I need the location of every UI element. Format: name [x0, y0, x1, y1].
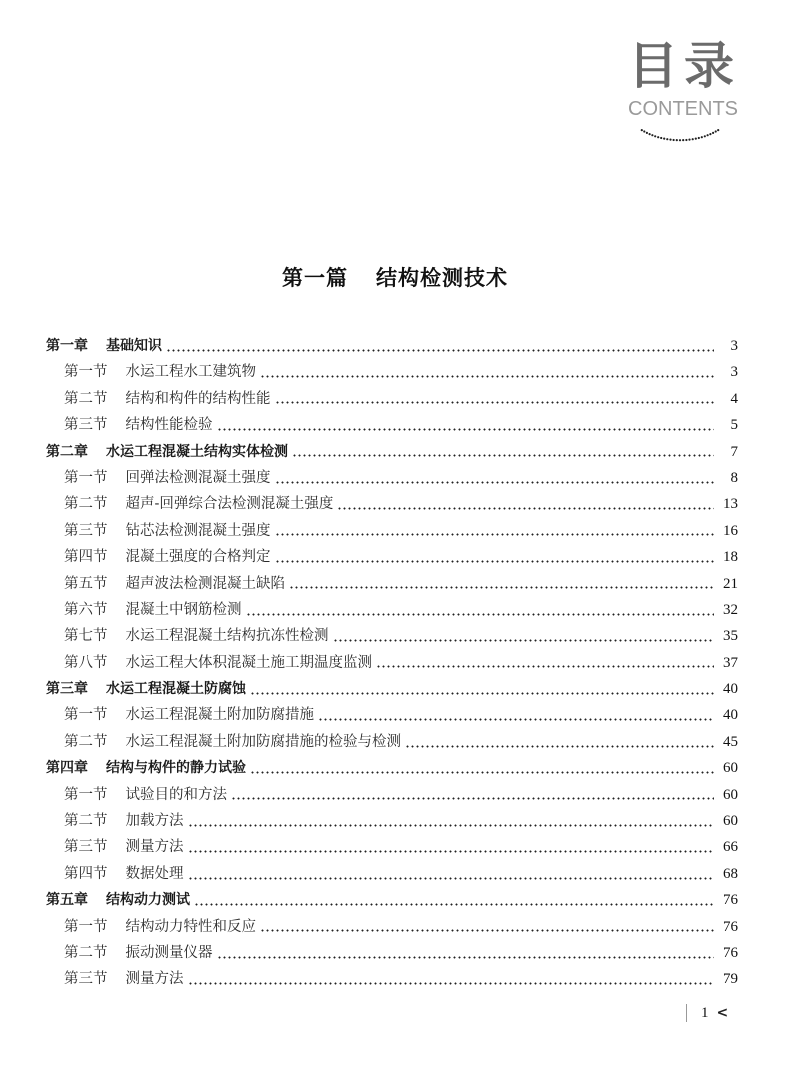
entry-title: 回弹法检测混凝土强度 — [125, 469, 271, 486]
entry-number: 第四节 — [64, 549, 108, 566]
entry-number: 第四节 — [64, 865, 108, 882]
entry-number: 第一节 — [64, 707, 108, 724]
entry-title: 数据处理 — [125, 865, 184, 882]
part-name: 结构检测技术 — [376, 265, 508, 290]
dot-leader — [194, 903, 714, 906]
entry-title: 加载方法 — [125, 813, 184, 830]
entry-page: 76 — [723, 918, 738, 935]
toc-entry[interactable] — [46, 861, 738, 887]
dot-leader — [275, 533, 715, 536]
entry-number: 第一节 — [64, 469, 108, 486]
entry-title: 水运工程混凝土附加防腐措施 — [125, 707, 314, 724]
entry-page: 60 — [723, 760, 738, 777]
contents-title-en: CONTENTS — [628, 98, 738, 120]
entry-page: 3 — [730, 338, 738, 354]
toc-entry[interactable] — [46, 914, 738, 940]
entry-number: 第二节 — [64, 390, 108, 407]
entry-page: 32 — [723, 601, 738, 618]
toc-entry[interactable] — [46, 412, 738, 438]
entry-page: 7 — [730, 443, 738, 460]
toc-entry[interactable] — [46, 571, 738, 597]
dot-leader — [275, 560, 715, 563]
entry-page: 18 — [723, 549, 738, 566]
entry-title: 振动测量仪器 — [125, 944, 213, 961]
entry-title: 测量方法 — [125, 971, 184, 988]
entry-title: 水运工程混凝土附加防腐措施的检验与检测 — [125, 733, 401, 750]
toc-entry[interactable] — [46, 782, 738, 808]
entry-number: 第一章 — [46, 338, 88, 354]
entry-number: 第五章 — [46, 892, 88, 909]
toc-entry[interactable] — [46, 676, 738, 702]
entry-page: 13 — [723, 496, 738, 513]
entry-number: 第二节 — [64, 733, 108, 750]
dot-leader — [217, 428, 715, 431]
dot-leader — [166, 349, 714, 352]
entry-title: 结构和构件的结构性能 — [125, 390, 271, 407]
toc-entry[interactable] — [46, 386, 738, 412]
dot-leader — [246, 613, 715, 616]
entry-number: 第三章 — [46, 681, 88, 698]
dot-leader — [275, 481, 715, 484]
toc-entry[interactable] — [46, 966, 738, 992]
entry-number: 第三节 — [64, 522, 108, 539]
entry-number: 第三节 — [64, 839, 108, 856]
dot-leader — [260, 375, 714, 378]
entry-page: 37 — [723, 654, 738, 671]
entry-page: 79 — [723, 971, 738, 988]
entry-number: 第三节 — [64, 417, 108, 434]
dot-leader — [188, 824, 715, 827]
entry-title: 超声-回弹综合法检测混凝土强度 — [125, 496, 334, 513]
contents-header — [600, 38, 760, 120]
toc-entry[interactable] — [46, 333, 738, 359]
entry-page: 8 — [730, 469, 738, 486]
dot-leader — [217, 956, 715, 959]
left-arrow-icon: < — [716, 1005, 729, 1021]
entry-page: 66 — [723, 839, 738, 856]
entry-number: 第一节 — [64, 918, 108, 935]
dot-leader — [376, 665, 714, 668]
page-number: 1 — [701, 1004, 709, 1021]
toc-entry[interactable] — [46, 755, 738, 781]
entry-title: 水运工程水工建筑物 — [125, 364, 256, 381]
entry-title: 水运工程混凝土结构抗冻性检测 — [125, 628, 329, 645]
entry-number: 第八节 — [64, 654, 108, 671]
dot-leader — [188, 982, 715, 985]
dot-leader — [250, 771, 714, 774]
entry-number: 第二节 — [64, 496, 108, 513]
toc-entry[interactable] — [46, 650, 738, 676]
toc-entry[interactable] — [46, 518, 738, 544]
entry-page: 60 — [723, 813, 738, 830]
dot-leader — [250, 692, 714, 695]
entry-number: 第三节 — [64, 971, 108, 988]
dot-leader — [289, 586, 714, 589]
entry-title: 结构动力特性和反应 — [125, 918, 256, 935]
dot-leader — [260, 929, 714, 932]
entry-page: 3 — [730, 364, 738, 381]
entry-title: 试验目的和方法 — [125, 786, 227, 803]
dot-leader — [188, 850, 715, 853]
entry-title: 水运工程大体积混凝土施工期温度监测 — [125, 654, 372, 671]
entry-title: 水运工程混凝土防腐蚀 — [106, 681, 246, 698]
dot-leader — [292, 454, 714, 457]
dot-leader — [231, 797, 714, 800]
part-number: 第一篇 — [282, 265, 348, 290]
entry-title: 测量方法 — [125, 839, 184, 856]
entry-title: 混凝土强度的合格判定 — [125, 549, 271, 566]
entry-page: 76 — [723, 892, 738, 909]
entry-page: 40 — [723, 681, 738, 698]
entry-title: 混凝土中钢筋检测 — [125, 601, 242, 618]
entry-page: 76 — [723, 944, 738, 961]
entry-number: 第五节 — [64, 575, 108, 592]
table-of-contents — [46, 333, 738, 993]
entry-page: 60 — [723, 786, 738, 803]
dot-leader — [275, 401, 715, 404]
entry-title: 超声波法检测混凝土缺陷 — [125, 575, 285, 592]
entry-number: 第二节 — [64, 813, 108, 830]
toc-entry[interactable] — [46, 834, 738, 860]
toc-entry[interactable] — [46, 465, 738, 491]
toc-entry[interactable] — [46, 359, 738, 385]
entry-title: 结构性能检验 — [125, 417, 213, 434]
entry-number: 第一节 — [64, 364, 108, 381]
entry-page: 40 — [723, 707, 738, 724]
entry-title: 基础知识 — [106, 338, 162, 354]
toc-entry[interactable] — [46, 729, 738, 755]
entry-title: 水运工程混凝土结构实体检测 — [106, 443, 288, 460]
dot-leader — [337, 507, 714, 510]
toc-entry[interactable] — [46, 491, 738, 517]
toc-entry[interactable] — [46, 439, 738, 465]
entry-page: 35 — [723, 628, 738, 645]
entry-title: 结构与构件的静力试验 — [106, 760, 246, 777]
toc-entry[interactable] — [46, 597, 738, 623]
toc-entry[interactable] — [46, 544, 738, 570]
entry-title: 钻芯法检测混凝土强度 — [125, 522, 271, 539]
footer-divider — [686, 1004, 687, 1022]
page-footer — [686, 1004, 728, 1022]
dot-leader — [188, 877, 715, 880]
dot-leader — [333, 639, 715, 642]
entry-page: 21 — [723, 575, 738, 592]
dotted-arc-icon — [618, 128, 742, 178]
entry-number: 第一节 — [64, 786, 108, 803]
contents-title-cn: 目录 — [628, 37, 740, 95]
entry-number: 第六节 — [64, 601, 108, 618]
dot-leader — [318, 718, 714, 721]
entry-number: 第七节 — [64, 628, 108, 645]
toc-entry[interactable] — [46, 940, 738, 966]
entry-page: 5 — [730, 417, 738, 434]
entry-title: 结构动力测试 — [106, 892, 190, 909]
toc-entry[interactable] — [46, 702, 738, 728]
entry-page: 45 — [723, 733, 738, 750]
entry-page: 68 — [723, 865, 738, 882]
entry-page: 4 — [730, 390, 738, 407]
toc-entry[interactable] — [46, 808, 738, 834]
dot-leader — [405, 745, 714, 748]
entry-number: 第二章 — [46, 443, 88, 460]
entry-page: 16 — [723, 522, 738, 539]
toc-entry[interactable] — [46, 887, 738, 913]
entry-number: 第二节 — [64, 944, 108, 961]
toc-entry[interactable] — [46, 623, 738, 649]
entry-number: 第四章 — [46, 760, 88, 777]
part-title — [0, 262, 790, 292]
